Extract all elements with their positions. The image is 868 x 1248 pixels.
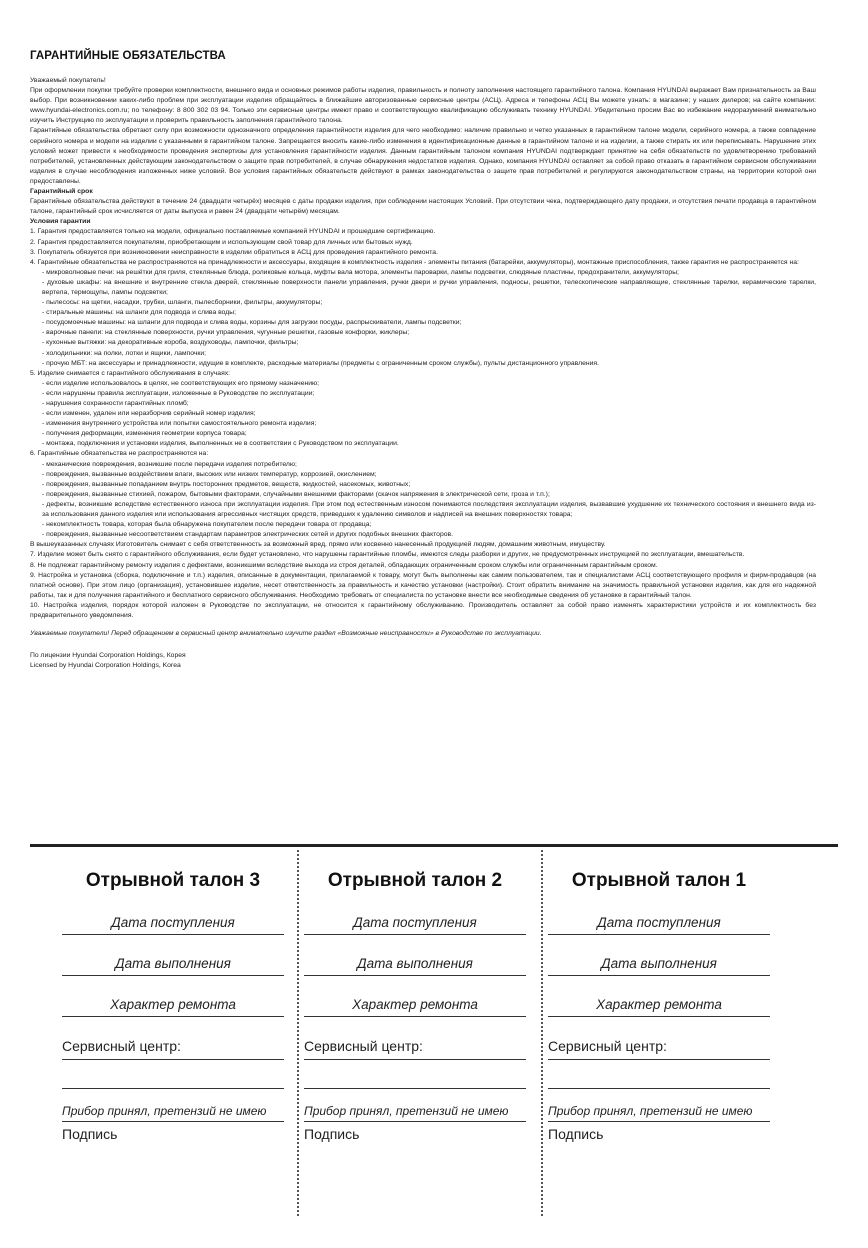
- repair-label: Характер ремонта: [110, 997, 236, 1012]
- list-item: - пылесосы: на щетки, насадки, трубки, шланги, пылесборники, фильтры, аккумуляторы;: [42, 299, 323, 307]
- condition-4: 4. Гарантийные обязательства не распространяются на принадлежности и аксессуары, входящие в комплектность изделия - элементы питания (батарейки, аккумуляторы), монтажные приспособления, также гарантия не распространяется на:: [30, 258, 799, 266]
- condition-2: 2. Гарантия предоставляется покупателям, приобретающим и использующим свой товар для личных или бытовых нужд.: [30, 238, 413, 246]
- accepted-label: Прибор принял, претензий не имею: [548, 1104, 753, 1118]
- coupon-3: [62, 866, 284, 1142]
- list-item: - варочные панели: на стеклянные поверхности, ручки управления, чугунные решетки, газовые конфорки, жиклеры;: [42, 329, 410, 337]
- list-item: - дефекты, возникшие вследствие естественного износа при эксплуатации изделия. При этом под естественным износом понимаются последствия эксплуатации изделия, вызвавшие ухудшение их технического состояния и внешнего вида из-за использования данного изделия или использования агрессивных чистящих средств, приведших к удалению символов и надписей на внешних поверхностях товара;: [42, 500, 816, 519]
- coupon-title: Отрывной талон 2: [327, 870, 503, 891]
- list-item: - микроволновые печи: на решётки для гриля, стеклянные блюда, роликовые кольца, муфты вала мотора, элементы пароварки, лампы подсветки, слюдяные пластины, предохранители, аккумуляторы;: [42, 268, 679, 276]
- received-date-field[interactable]: [304, 896, 526, 934]
- intro-paragraph-1: При оформлении покупки требуйте проверки комплектности, внешнего вида и основных режимов работы изделия, правильность и полноту заполнения настоящего гарантийного талона. Компания HYUNDAI выражает Вам признательность за Ваш выбор. При возникновении каких-либо проблем при эксплуатации изделия обращайтесь в ближайшие авторизованные сервисные центры (АСЦ). Адреса и телефоны АСЦ Вы можете узнать: в магазине; у наших дилеров; на сайте компании: www.hyundai-electronics.com.ru; по телефону: 8 800 302 03 94. Только эти сервисные центры имеют право и соответствующую квалификацию обслуживать технику HYUNDAI. Убедительно просим Вас во избежание недоразумений внимательно изучить Инструкцию по эксплуатации и проверить правильность заполнения гарантийного талона.: [30, 87, 816, 125]
- condition-6: 6. Гарантийные обязательства не распространяются на:: [30, 450, 209, 458]
- list-item: - прочую МБТ: на аксессуары и принадлежности, идущие в комплекте, расходные материалы (предметы с ограниченным сроком службы), пульты дистанционного управления.: [42, 359, 600, 367]
- list-item: - если нарушены правила эксплуатации, изложенные в Руководстве по эксплуатации;: [42, 389, 315, 397]
- document-title: ГАРАНТИЙНЫЕ ОБЯЗАТЕЛЬСТВА: [30, 50, 226, 62]
- list-item: - посудомоечные машины: на шланги для подвода и слива воды, корзины для загрузки посуды, распрыскиватели, лампы подсветки;: [42, 319, 462, 327]
- list-item: - некомплектность товара, которая была обнаружена покупателем после передачи товара от продавца;: [42, 521, 372, 529]
- list-item: - стиральные машины: на шланги для подвода и слива воды;: [42, 309, 237, 317]
- coupon-title: Отрывной талон 3: [85, 870, 261, 891]
- completed-date-field[interactable]: [62, 935, 284, 975]
- coupon-1: [548, 866, 770, 1142]
- condition-10: 10. Настройка изделия, порядок которой изложен в Руководстве по эксплуатации, не относится к гарантийному обслуживанию. Производитель оставляет за собой право изменять характеристики устройств и их комплектность без предварительного уведомления.: [30, 601, 816, 619]
- list-item: - если изделие использовалось в целях, не соответствующих его прямому назначению;: [42, 379, 320, 387]
- received-date-field[interactable]: [548, 896, 770, 934]
- list-item: - кухонные вытяжки: на декоративные короба, воздуховоды, лампочки, фильтры;: [42, 339, 299, 347]
- term-text: Гарантийные обязательства действуют в течение 24 (двадцати четырёх) месяцев с даты продажи изделия, при соблюдении настоящих Условий. При отсутствии чека, подтверждающего дату продажи, и отсутствия печати продавца в гарантийном талоне, гарантийный срок исчисляется от даты выпуска и равен 24 (двадцати четырём) месяцам.: [30, 198, 816, 216]
- license-ru: По лицензии Hyundai Corporation Holdings, Корея: [30, 652, 186, 660]
- service-notice: Уважаемые покупатели! Перед обращением в сервисный центр внимательно изучите раздел «Возможные неисправности» в Руководстве по эксплуатации.: [30, 630, 542, 638]
- accepted-label: Прибор принял, претензий не имею: [304, 1104, 509, 1118]
- completed-date-label: Дата выполнения: [357, 956, 473, 971]
- received-date-label: Дата поступления: [353, 915, 477, 930]
- section-divider: [30, 844, 838, 847]
- completed-date-field[interactable]: [548, 935, 770, 975]
- condition-8: 8. Не подлежат гарантийному ремонту изделия с дефектами, возникшими вследствие выхода из строя деталей, обладающих ограниченным сроком службы или ограниченным гарантийным сроком.: [30, 561, 658, 569]
- repair-field[interactable]: [548, 976, 770, 1016]
- list-item: - холодильники: на полки, лотки и ящики, лампочки;: [42, 349, 207, 357]
- completed-date-label: Дата выполнения: [601, 956, 717, 971]
- list-item: - механические повреждения, возникшие после передачи изделия потребителю;: [42, 460, 297, 468]
- list-item: - повреждения, вызванные воздействием влаги, высоких или низких температур, коррозией, окислением;: [42, 470, 377, 478]
- received-date-field[interactable]: [62, 896, 284, 934]
- conditions-heading: Условия гарантии: [30, 218, 91, 226]
- completed-date-label: Дата выполнения: [115, 956, 231, 971]
- repair-label: Характер ремонта: [352, 997, 478, 1012]
- repair-field[interactable]: [304, 976, 526, 1016]
- signature-label: Подпись: [548, 1126, 604, 1142]
- liability-note: В вышеуказанных случаях Изготовитель снимает с себя ответственность за возможный вред, прямо или косвенно нанесенный продукцией людям, домашним животным, имуществу.: [30, 541, 606, 549]
- received-date-label: Дата поступления: [111, 915, 235, 930]
- warranty-document: [30, 50, 816, 671]
- list-item: - если изменен, удален или неразборчив серийный номер изделия;: [42, 410, 256, 418]
- coupon-title: Отрывной талон 1: [571, 870, 747, 891]
- term-heading: Гарантийный срок: [30, 188, 93, 196]
- service-center-label: Сервисный центр:: [62, 1038, 181, 1054]
- list-item: - повреждения, вызванные стихией, пожаром, бытовыми факторами, случайными внешними факторами (скачок напряжения в электрической сети, гроза и т.п.);: [42, 490, 550, 498]
- condition-9: 9. Настройка и установка (сборка, подключение и т.п.) изделия, описанные в документации, прилагаемой к товару, могут быть выполнены как самим пользователем, так и специалистами АСЦ соответствующего профиля и фирм-продавцов (на платной основе). При этом лицо (организация), установившее изделие, несет ответственность за правильность и качество установки (настройки). Стоит обратить внимание на значимость правильной установки изделия, как для его надежной работы, так и для получения гарантийного и бесплатного сервисного обслуживания. Необходимо требовать от специалиста по установке внести все необходимые сведения об установке в гарантийный талон.: [30, 571, 816, 599]
- condition-1: 1. Гарантия предоставляется только на модели, официально поставляемые компанией HYUNDAI и прошедшие сертификацию.: [30, 228, 436, 236]
- accepted-label: Прибор принял, претензий не имею: [62, 1104, 267, 1118]
- coupon-2: [304, 866, 526, 1142]
- list-item: - повреждения, вызванные несоответствием стандартам параметров электрических сетей и других подобных внешних факторов.: [42, 531, 454, 539]
- list-item: - повреждения, вызванные попаданием внутрь посторонних предметов, веществ, жидкостей, насекомых, животных;: [42, 480, 411, 488]
- license-en: Licensed by Hyundai Corporation Holdings, Korea: [30, 662, 181, 670]
- tear-line: [541, 850, 543, 1216]
- service-center-label: Сервисный центр:: [548, 1038, 667, 1054]
- intro-paragraph-2: Гарантийные обязательства обретают силу при возможности однозначного определения гарантийности изделия для чего необходимо: наличие правильно и четко указанных в гарантийном талоне модели, серийного номера, а также совпадение серийного номера и модели на изделии с указанными в гарантийном талоне. Запрещается вносить какие-либо изменения в идентификационные данные в гарантийном талоне и на изделии, а также стирать их или переписывать. Нарушение этих условий может привести к необходимости проведения экспертизы для установления гарантийности изделия. Данным гарантийным талоном компания HYUNDAI подтверждает принятие на себя обязательств по удовлетворению требований потребителей, установленных действующим законодательством о защите прав потребителей, в случае обнаружения недостатков изделия. Однако, компания HYUNDAI оставляет за собой право отказать в гарантийном сервисном обслуживании изделия в случае несоблюдения изложенных ниже условий. Все условия гарантийных обязательств действуют в рамках законодательства о защите прав потребителей и регулируются законодательством страны, на территории которой они предоставлены.: [30, 127, 816, 185]
- condition-7: 7. Изделие может быть снято с гарантийного обслуживания, если будет установлено, что нарушены гарантийные пломбы, имеются следы разборки и других, не предусмотренных инструкцией по эксплуатации, вмешательств.: [30, 551, 745, 559]
- repair-label: Характер ремонта: [596, 997, 722, 1012]
- signature-label: Подпись: [62, 1126, 118, 1142]
- repair-field[interactable]: [62, 976, 284, 1016]
- tear-line: [297, 850, 299, 1216]
- list-item: - нарушения сохранности гарантийных пломб;: [42, 400, 189, 407]
- service-center-label: Сервисный центр:: [304, 1038, 423, 1054]
- list-item: - духовые шкафы: на внешние и внутренние стекла дверей, стеклянные поверхности панели управления, ручки двери и ручки управления, подносы, решетки, телескопические направляющие, стеклянные тарелки, керамические тарелки, вертела, термощупы, лампы подсветки;: [42, 278, 816, 296]
- list-item: - изменения внутреннего устройства или попытки самостоятельного ремонта изделия;: [42, 420, 317, 428]
- condition-5: 5. Изделие снимается с гарантийного обслуживания в случаях:: [30, 369, 231, 377]
- greeting: Уважаемый покупатель!: [30, 77, 106, 84]
- received-date-label: Дата поступления: [597, 915, 721, 930]
- completed-date-field[interactable]: [304, 935, 526, 975]
- list-item: - монтажа, подключения и установки изделия, выполненных не в соответствии с Руководством по эксплуатации.: [42, 440, 399, 448]
- list-item: - получения деформации, изменения геометрии корпуса товара;: [42, 430, 247, 438]
- condition-3: 3. Покупатель обязуется при возникновении неисправности в изделии обратиться в АСЦ для проведения гарантийного ремонта.: [30, 248, 438, 256]
- signature-label: Подпись: [304, 1126, 360, 1142]
